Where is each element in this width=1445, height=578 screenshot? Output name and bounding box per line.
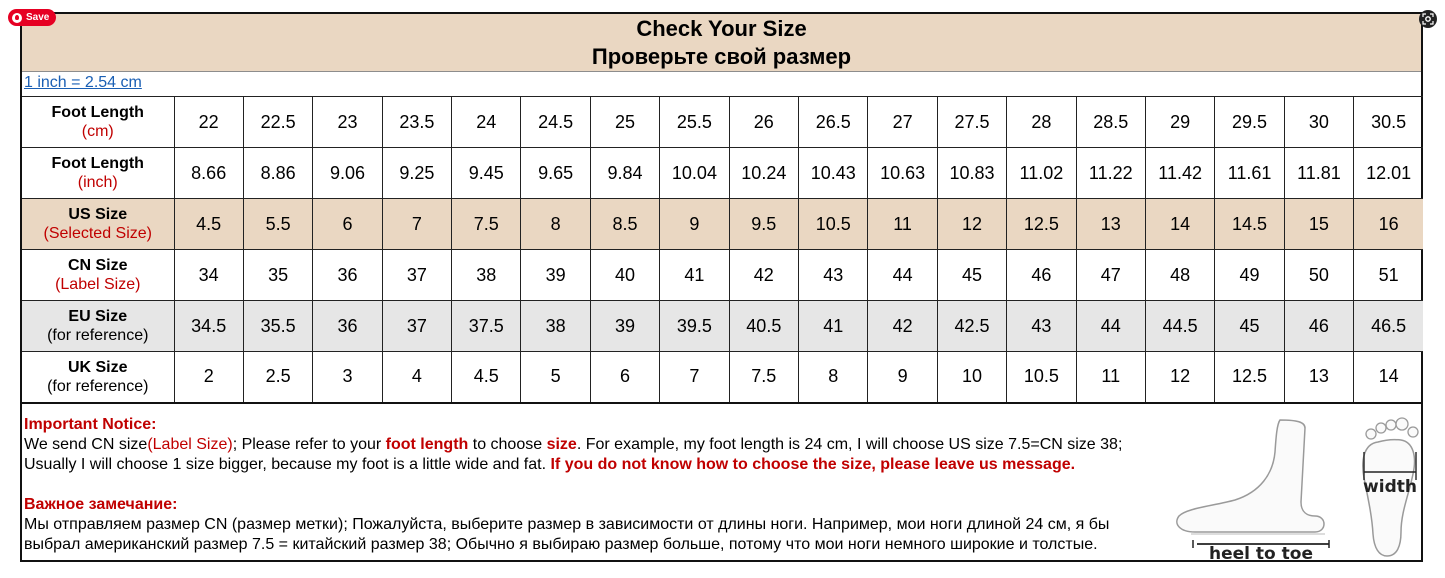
size-cell: 10.83: [937, 148, 1006, 199]
size-cell: 10.5: [1007, 352, 1076, 403]
size-cell: 37: [382, 301, 451, 352]
size-row-uk-size: [22, 352, 1423, 403]
size-cell: 12: [1145, 352, 1214, 403]
size-cell: 14: [1145, 199, 1214, 250]
size-cell: 22: [174, 97, 243, 148]
size-cell: 47: [1076, 250, 1145, 301]
size-cell: 42: [868, 301, 937, 352]
size-cell: 11: [868, 199, 937, 250]
title-russian: Проверьте свой размер: [591, 44, 852, 69]
size-cell: 28.5: [1076, 97, 1145, 148]
heel-to-toe-label: heel to toe: [1209, 543, 1313, 562]
size-cell: 10: [937, 352, 1006, 403]
size-cell: 11.61: [1215, 148, 1284, 199]
size-cell: 26: [729, 97, 798, 148]
size-cell: 24.5: [521, 97, 590, 148]
size-table: [22, 96, 1423, 404]
size-cell: 11.22: [1076, 148, 1145, 199]
size-cell: 44.5: [1145, 301, 1214, 352]
size-cell: 29.5: [1215, 97, 1284, 148]
size-cell: 8.66: [174, 148, 243, 199]
size-cell: 6: [313, 199, 382, 250]
side-foot-icon: [1177, 420, 1329, 548]
size-cell: 25: [590, 97, 659, 148]
size-cell: 41: [660, 250, 729, 301]
size-cell: 10.43: [799, 148, 868, 199]
size-cell: 42.5: [937, 301, 1006, 352]
size-cell: 2: [174, 352, 243, 403]
size-cell: 23: [313, 97, 382, 148]
size-cell: 37: [382, 250, 451, 301]
size-cell: 43: [1007, 301, 1076, 352]
size-cell: 8: [521, 199, 590, 250]
size-cell: 26.5: [799, 97, 868, 148]
size-cell: 22.5: [243, 97, 312, 148]
size-cell: 8.5: [590, 199, 659, 250]
size-cell: 46: [1007, 250, 1076, 301]
size-cell: 11.02: [1007, 148, 1076, 199]
size-cell: 40.5: [729, 301, 798, 352]
size-cell: 34: [174, 250, 243, 301]
size-cell: 16: [1354, 199, 1423, 250]
size-cell: 5: [521, 352, 590, 403]
size-cell: 12.5: [1007, 199, 1076, 250]
size-chart: [20, 12, 1423, 562]
size-cell: 39: [521, 250, 590, 301]
size-cell: 49: [1215, 250, 1284, 301]
visual-search-button[interactable]: [1419, 10, 1437, 28]
size-cell: 44: [868, 250, 937, 301]
size-cell: 46: [1284, 301, 1353, 352]
size-cell: 10.04: [660, 148, 729, 199]
row-label-subtitle: (cm): [81, 123, 114, 140]
size-cell: 14: [1354, 352, 1423, 403]
row-label-title: US Size: [68, 206, 128, 223]
notice-section: [22, 404, 1421, 562]
notice-heading-russian: Важное замечание:: [24, 495, 178, 513]
size-cell: 10.5: [799, 199, 868, 250]
size-cell: 42: [729, 250, 798, 301]
size-cell: 11: [1076, 352, 1145, 403]
row-label-subtitle: (for reference): [47, 377, 149, 395]
size-cell: 30: [1284, 97, 1353, 148]
row-label-subtitle: (Label Size): [55, 276, 141, 293]
size-cell: 6: [590, 352, 659, 403]
size-cell: 5.5: [243, 199, 312, 250]
pinterest-icon: [12, 13, 22, 23]
size-cell: 4: [382, 352, 451, 403]
size-cell: 24: [452, 97, 521, 148]
size-cell: 38: [521, 301, 590, 352]
row-label: [22, 352, 174, 403]
notice-text-english: We send CN size(Label Size); Please refer to your foot length to choose size. For example, my foot length is 24 cm, I will choose US size 7.5=CN size 38; Usually I will choose 1 size bigger, because my foot is a little wide and fat. If you do not know how to choose the size, please leave us message.: [24, 435, 1123, 473]
row-label: [22, 199, 174, 250]
size-cell: 29: [1145, 97, 1214, 148]
size-cell: 23.5: [382, 97, 451, 148]
size-cell: 4.5: [452, 352, 521, 403]
size-cell: 10.24: [729, 148, 798, 199]
size-cell: 36: [313, 250, 382, 301]
size-cell: 39: [590, 301, 659, 352]
size-cell: 51: [1354, 250, 1423, 301]
row-label-title: Foot Length: [51, 104, 144, 121]
size-cell: 9.5: [729, 199, 798, 250]
width-label: width: [1363, 476, 1417, 497]
row-label-title: CN Size: [67, 257, 128, 274]
size-cell: 11.81: [1284, 148, 1353, 199]
size-cell: 8.86: [243, 148, 312, 199]
pinterest-save-button[interactable]: [8, 9, 56, 26]
size-row-cn-size: [22, 250, 1423, 301]
row-label-subtitle: (Selected Size): [43, 225, 152, 242]
size-cell: 9.65: [521, 148, 590, 199]
size-cell: 30.5: [1354, 97, 1423, 148]
row-label: [22, 148, 174, 199]
row-label-title: UK Size: [67, 358, 128, 376]
foot-measurement-diagram: [1165, 412, 1425, 562]
size-cell: 7.5: [452, 199, 521, 250]
size-cell: 2.5: [243, 352, 312, 403]
save-label: Save: [26, 12, 50, 23]
size-cell: 12.01: [1354, 148, 1423, 199]
size-cell: 35.5: [243, 301, 312, 352]
size-cell: 9.06: [313, 148, 382, 199]
size-cell: 50: [1284, 250, 1353, 301]
size-cell: 9.45: [452, 148, 521, 199]
row-label: [22, 97, 174, 148]
size-cell: 28: [1007, 97, 1076, 148]
size-cell: 48: [1145, 250, 1214, 301]
notice-text-russian: Мы отправляем размер CN (размер метки); Пожалуйста, выберите размер в зависимости от длины ноги. Например, мои ноги длиной 24 см, я бы выбрал американский размер 7.5 = китайский размер 38; Обычно я выбираю размер больше, потому что мои ноги немного широкие и толстые.: [24, 515, 1110, 553]
size-cell: 13: [1076, 199, 1145, 250]
size-cell: 38: [452, 250, 521, 301]
size-cell: 41: [799, 301, 868, 352]
size-row-us-size: [22, 199, 1423, 250]
size-row-foot-length-inch: [22, 148, 1423, 199]
unit-conversion-link[interactable]: 1 inch = 2.54 cm: [24, 74, 142, 91]
size-cell: 7: [382, 199, 451, 250]
size-cell: 12: [937, 199, 1006, 250]
size-cell: 14.5: [1215, 199, 1284, 250]
size-cell: 15: [1284, 199, 1353, 250]
size-cell: 9.84: [590, 148, 659, 199]
size-cell: 39.5: [660, 301, 729, 352]
row-label: [22, 250, 174, 301]
size-cell: 4.5: [174, 199, 243, 250]
size-cell: 3: [313, 352, 382, 403]
size-cell: 13: [1284, 352, 1353, 403]
size-cell: 9: [868, 352, 937, 403]
size-cell: 45: [1215, 301, 1284, 352]
unit-conversion-line: [22, 72, 1421, 96]
size-cell: 45: [937, 250, 1006, 301]
size-cell: 44: [1076, 301, 1145, 352]
size-cell: 25.5: [660, 97, 729, 148]
size-cell: 37.5: [452, 301, 521, 352]
size-cell: 8: [799, 352, 868, 403]
size-cell: 10.63: [868, 148, 937, 199]
size-cell: 27: [868, 97, 937, 148]
size-cell: 36: [313, 301, 382, 352]
row-label-title: Foot Length: [51, 155, 144, 172]
size-cell: 7.5: [729, 352, 798, 403]
size-cell: 46.5: [1354, 301, 1423, 352]
size-cell: 40: [590, 250, 659, 301]
size-cell: 7: [660, 352, 729, 403]
size-cell: 27.5: [937, 97, 1006, 148]
size-cell: 34.5: [174, 301, 243, 352]
size-cell: 12.5: [1215, 352, 1284, 403]
size-row-foot-length-cm: [22, 97, 1423, 148]
notice-heading-english: Important Notice:: [24, 415, 157, 433]
size-row-eu-size: [22, 301, 1423, 352]
size-cell: 43: [799, 250, 868, 301]
row-label: [22, 301, 174, 352]
row-label-subtitle: (for reference): [47, 327, 149, 344]
size-cell: 9.25: [382, 148, 451, 199]
title-english: Check Your Size: [636, 16, 807, 41]
visual-search-icon: [1422, 13, 1434, 25]
size-cell: 9: [660, 199, 729, 250]
size-cell: 11.42: [1145, 148, 1214, 199]
size-cell: 35: [243, 250, 312, 301]
chart-header: [22, 14, 1421, 72]
row-label-subtitle: (inch): [77, 174, 118, 191]
row-label-title: EU Size: [68, 308, 128, 325]
